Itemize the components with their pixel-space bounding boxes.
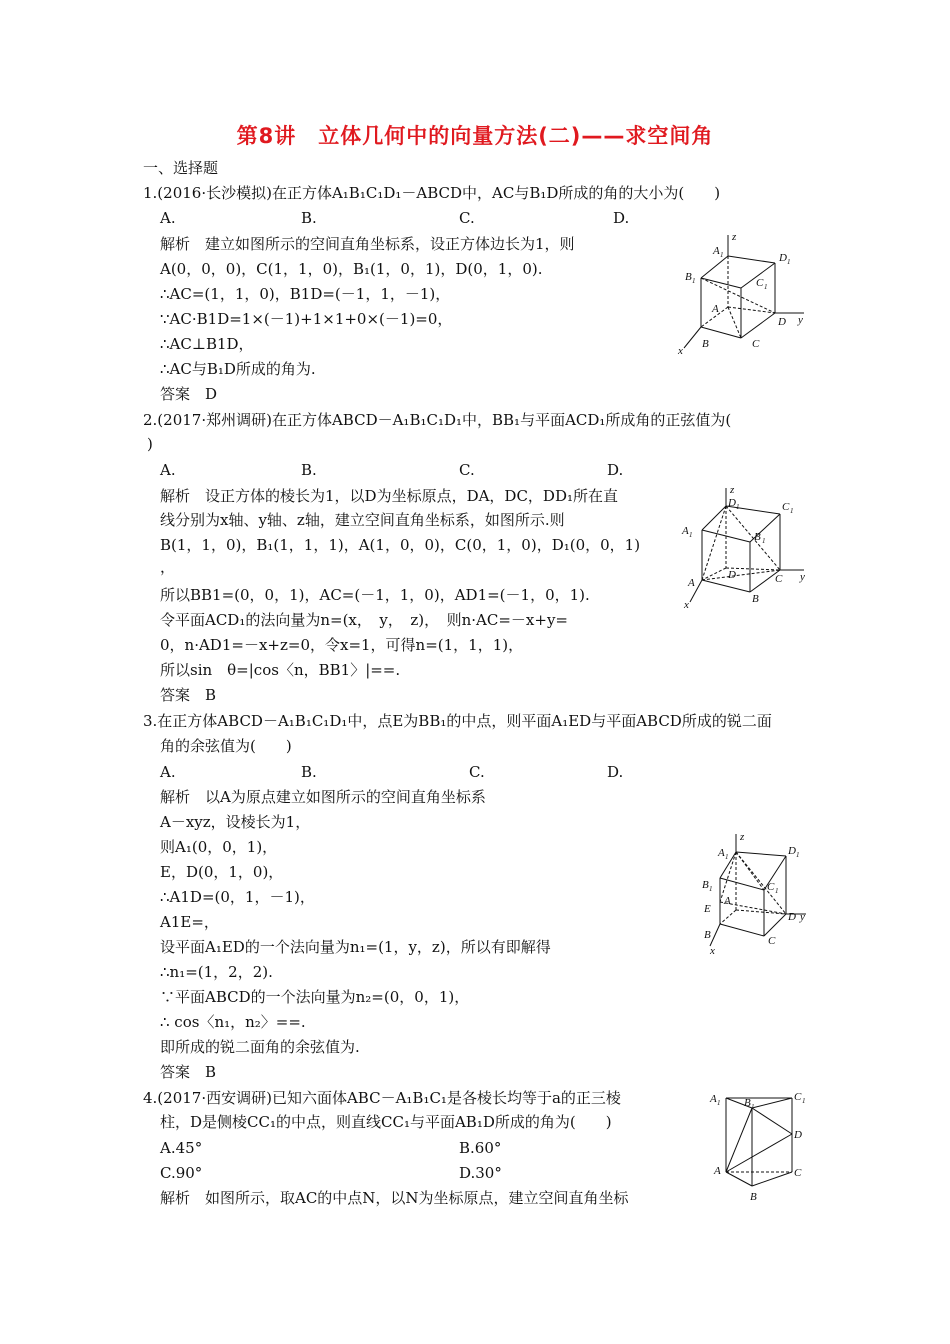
q2-line-1: 解析 设正方体的棱长为1，以D为坐标原点，DA，DC，DD₁所在直 (160, 487, 619, 505)
q2-fig-label-b1: B (754, 531, 761, 543)
q3-fig-label-d1: D (788, 845, 796, 857)
q1-fig-sub-d1: 1 (787, 258, 791, 266)
q1-line-3: ∴AC=(1，1，0)，B1D=(－1，1，－1)， (160, 285, 451, 303)
q4-stem-line-1: 4.(2017·西安调研)已知六面体ABC－A₁B₁C₁是各棱长均等于a的正三棱 (143, 1089, 621, 1107)
q2-line-7: 0，n·AD1=－x+z=0，令x=1，可得n=(1，1，1)， (160, 636, 524, 654)
q2-fig-label-y: y (800, 571, 805, 583)
q2-stem-line-1: 2.(2017·郑州调研)在正方体ABCD－A₁B₁C₁D₁中，BB₁与平面ACD₁所成角的正弦值为( (143, 411, 732, 429)
q3-fig-label-d: D (788, 911, 796, 923)
q1-fig-label-y: y (798, 314, 803, 326)
q4-option-c: C.90° (160, 1164, 203, 1182)
q1-fig-sub-b1: 1 (692, 277, 696, 285)
q1-line-2: A(0，0，0)，C(1，1，0)，B₁(1，0，1)，D(0，1，0). (160, 260, 543, 278)
q1-fig-label-z: z (732, 231, 737, 243)
q1-fig-label-b1: B (685, 271, 692, 283)
q3-fig-sub-b1: 1 (709, 885, 713, 893)
q1-fig-label-c1: C (756, 277, 764, 289)
q2-option-c: C. (459, 461, 475, 479)
q1-answer: 答案 D (160, 385, 218, 403)
q1-fig-label-a1: A (713, 245, 720, 257)
page-title: 第8讲 立体几何中的向量方法(二)——求空间角 (236, 124, 714, 148)
q3-option-d: D. (607, 763, 624, 781)
q3-fig-label-e: E (704, 903, 711, 915)
q2-fig-sub-b1: 1 (762, 537, 766, 545)
q2-fig-sub-d1: 1 (736, 503, 740, 511)
q4-fig-label-a1: A (710, 1093, 717, 1105)
q2-answer: 答案 B (160, 686, 217, 704)
q2-line-4: ， (160, 558, 176, 576)
q3-fig-sub-d1: 1 (796, 851, 800, 859)
q3-fig-label-b1: B (702, 879, 709, 891)
q3-fig-label-a1: A (718, 847, 725, 859)
q3-option-a: A. (160, 763, 176, 781)
q4-fig-label-c: C (794, 1167, 802, 1179)
q2-option-b: B. (301, 461, 317, 479)
q2-cube-figure (680, 484, 810, 610)
q3-line-9: ∵平面ABCD的一个法向量为n₂=(0，0，1)， (160, 988, 470, 1006)
q3-fig-sub-a1: 1 (725, 853, 729, 861)
q4-prism-figure (706, 1088, 810, 1204)
q4-option-b: B.60° (459, 1139, 502, 1157)
q2-option-d: D. (607, 461, 624, 479)
q3-option-b: B. (301, 763, 317, 781)
q4-fig-label-b: B (750, 1191, 757, 1203)
q2-fig-label-d: D (728, 569, 736, 581)
q2-fig-label-a: A (688, 577, 695, 589)
q3-option-c: C. (469, 763, 485, 781)
q1-fig-sub-c1: 1 (764, 283, 768, 291)
q2-fig-label-d1: D (728, 497, 736, 509)
q3-fig-sub-c1: 1 (775, 887, 779, 895)
q3-answer: 答案 B (160, 1063, 217, 1081)
q3-fig-label-x: x (710, 945, 715, 956)
q1-line-6: ∴AC与B₁D所成的角为. (160, 360, 316, 378)
q2-line-5: 所以BB1=(0，0，1)，AC=(－1，1，0)，AD1=(－1，0，1). (160, 586, 590, 604)
q4-fig-label-d: D (794, 1129, 802, 1141)
q2-fig-label-c1: C (782, 501, 790, 513)
q4-option-a: A.45° (160, 1139, 203, 1157)
q3-fig-label-c: C (768, 935, 776, 947)
q2-stem-line-2: ) (147, 435, 153, 453)
q1-fig-label-c: C (752, 338, 760, 350)
q2-fig-label-c: C (775, 573, 783, 585)
q4-fig-sub-a1: 1 (717, 1099, 721, 1107)
q3-line-4: E，D(0，1，0)， (160, 863, 284, 881)
q1-line-1: 解析 建立如图所示的空间直角坐标系，设正方体边长为1，则 (160, 235, 575, 253)
q3-fig-label-c1: C (767, 881, 775, 893)
q3-stem-line-1: 3.在正方体ABCD－A₁B₁C₁D₁中，点E为BB₁的中点，则平面A₁ED与平面ABCD所成的锐二面 (143, 712, 772, 730)
q3-fig-label-z: z (740, 832, 745, 843)
q2-fig-label-z: z (730, 484, 735, 496)
q4-option-d: D.30° (459, 1164, 502, 1182)
q2-line-3: B(1，1，0)，B₁(1，1，1)，A(1，0，0)，C(0，1，0)，D₁(0，0，1) (160, 536, 641, 554)
q2-fig-sub-c1: 1 (790, 507, 794, 515)
q1-cube-figure (676, 230, 810, 358)
q2-line-2: 线分别为x轴、y轴、z轴，建立空间直角坐标系，如图所示.则 (160, 511, 565, 529)
q3-fig-label-b: B (704, 929, 711, 941)
q2-option-a: A. (160, 461, 176, 479)
q1-fig-label-d1: D (779, 252, 787, 264)
q2-line-8: 所以sin θ=|cos〈n，BB1〉|==. (160, 661, 401, 679)
q3-stem-line-2: 角的余弦值为( ) (160, 737, 292, 755)
q1-fig-label-a: A (712, 303, 719, 315)
q1-option-c: C. (459, 209, 475, 227)
q3-line-11: 即所成的锐二面角的余弦值为. (160, 1038, 360, 1056)
q3-line-8: ∴n₁=(1，2，2). (160, 963, 273, 981)
q1-line-4: ∵AC·B1D=1×(－1)+1×1+0×(－1)=0， (160, 310, 453, 328)
q3-line-6: A1E=， (160, 913, 219, 931)
q2-fig-label-a1: A (682, 525, 689, 537)
q3-fig-label-y: y (800, 911, 805, 923)
q4-fig-label-a: A (714, 1165, 721, 1177)
q3-line-10: ∴ cos〈n₁，n₂〉==. (160, 1013, 306, 1031)
q3-line-2: A－xyz，设棱长为1， (160, 813, 311, 831)
q1-fig-label-b: B (702, 338, 709, 350)
q4-stem-line-2: 柱，D是侧棱CC₁的中点，则直线CC₁与平面AB₁D所成的角为( ) (160, 1113, 612, 1131)
q3-line-5: ∴A1D=(0，1，－1)， (160, 888, 315, 906)
q1-fig-label-x: x (678, 345, 683, 357)
q3-line-3: 则A₁(0，0，1)， (160, 838, 278, 856)
q2-fig-label-x: x (684, 599, 689, 610)
q1-fig-sub-a1: 1 (720, 251, 724, 259)
q1-option-b: B. (301, 209, 317, 227)
q2-fig-label-b: B (752, 593, 759, 605)
q1-stem: 1.(2016·长沙模拟)在正方体A₁B₁C₁D₁－ABCD中，AC与B₁D所成的角的大小为( ) (143, 184, 721, 202)
q4-fig-label-c1: C (794, 1091, 802, 1103)
section-heading: 一、选择题 (143, 159, 219, 177)
q2-fig-sub-a1: 1 (689, 531, 693, 539)
q1-option-d: D. (613, 209, 630, 227)
q1-line-5: ∴AC⊥B1D， (160, 335, 254, 353)
q3-fig-label-a: A (724, 895, 731, 907)
q1-option-a: A. (160, 209, 176, 227)
q4-fig-sub-c1: 1 (802, 1097, 806, 1105)
q3-line-1: 解析 以A为原点建立如图所示的空间直角坐标系 (160, 788, 486, 806)
q4-fig-sub-b1: 1 (751, 1103, 755, 1111)
q3-cube-figure (700, 832, 812, 956)
q1-fig-label-d: D (778, 316, 786, 328)
q3-line-7: 设平面A₁ED的一个法向量为n₁=(1，y，z)，所以有即解得 (160, 938, 551, 956)
q2-line-6: 令平面ACD₁的法向量为n=(x， y， z)， 则n·AC=－x+y= (160, 611, 568, 629)
q4-fig-label-b1: B (744, 1097, 751, 1109)
q4-line-1: 解析 如图所示，取AC的中点N，以N为坐标原点，建立空间直角坐标 (160, 1189, 629, 1207)
